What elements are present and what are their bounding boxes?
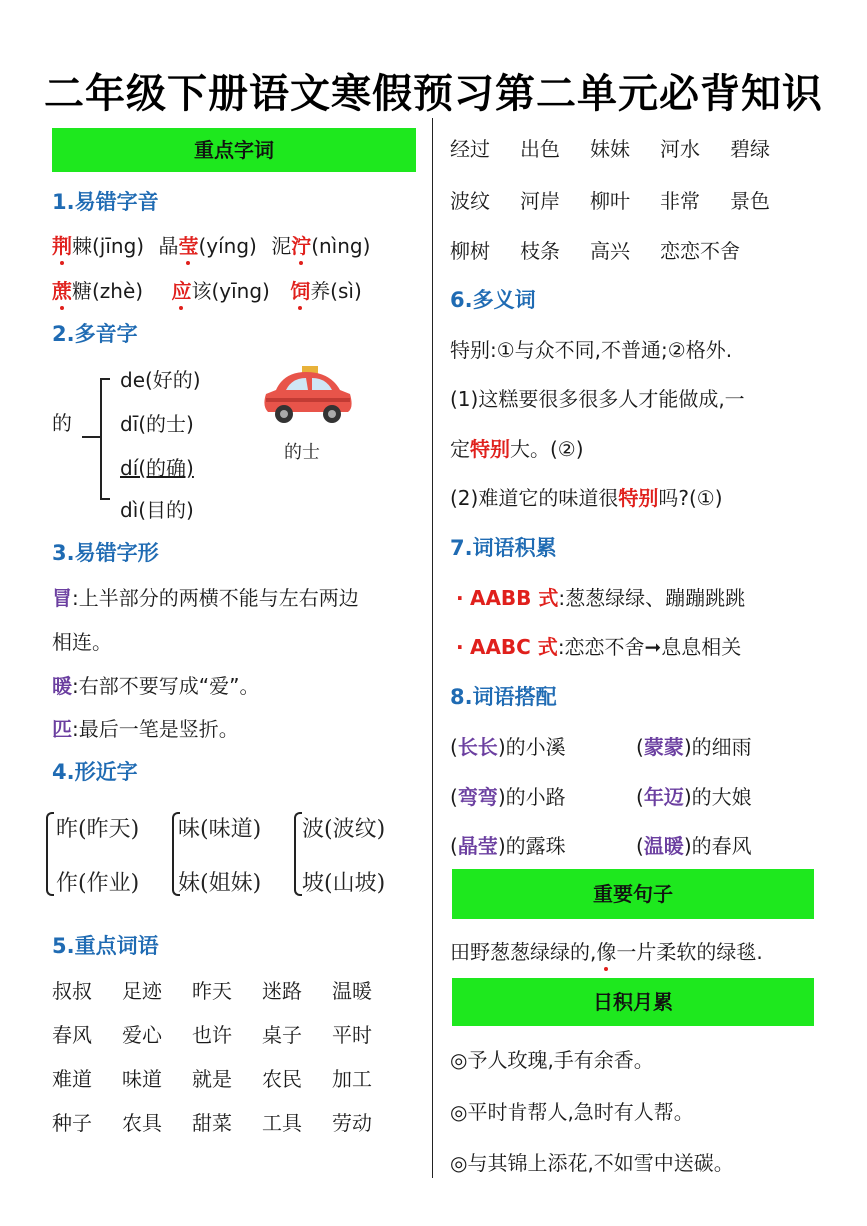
word: 就是 [192, 1067, 232, 1091]
key-char: 蔗 [52, 275, 72, 304]
similar-1b: 作(作业) [56, 871, 140, 896]
heading-collocations: 8.词语搭配 [450, 685, 557, 709]
glyph-note-3: 匹:最后一笔是竖折。 [52, 717, 239, 741]
word: 温暖 [332, 979, 372, 1003]
key-char: 饲 [290, 275, 310, 304]
word: 劳动 [332, 1111, 372, 1135]
word: 碧绿 [730, 137, 770, 161]
polyphone-char: 的 [52, 411, 72, 435]
word: 经过 [450, 137, 490, 161]
section-bar-key-sentence: 重要句子 [452, 869, 814, 919]
similar-3b: 坡(山坡) [302, 871, 386, 896]
word: 难道 [52, 1067, 92, 1091]
word: 农民 [262, 1067, 302, 1091]
taxi-image [260, 364, 356, 426]
similar-2b: 妹(姐妹) [178, 871, 262, 896]
word: 河水 [660, 137, 700, 161]
reading-3: dí(的确) [120, 456, 194, 480]
heading-miswritten: 3.易错字形 [52, 541, 159, 565]
word: 农具 [122, 1111, 162, 1135]
collocation: (温暖)的春风 [636, 834, 752, 858]
pronunciation-row-2: 蔗糖(zhè) 应该(yīng) 饲养(sì) [52, 275, 362, 304]
word: 工具 [262, 1111, 302, 1135]
similar-1a: 昨(昨天) [56, 817, 140, 842]
word: 高兴 [590, 239, 630, 263]
word: 景色 [730, 189, 770, 213]
column-divider [432, 118, 433, 1178]
brace-tick [82, 436, 100, 438]
word: 非常 [660, 189, 700, 213]
pattern-aabb: · AABB 式:葱葱绿绿、蹦蹦跳跳 [456, 586, 746, 610]
word: 叔叔 [52, 979, 92, 1003]
glyph-note-2: 暖:右部不要写成“爱”。 [52, 674, 260, 698]
heading-similar-chars: 4.形近字 [52, 760, 138, 784]
heading-mispronounced: 1.易错字音 [52, 190, 159, 214]
polysemy-example-1-cont: 定特别大。(②) [450, 437, 584, 461]
key-char: 应 [171, 275, 191, 304]
word: 柳树 [450, 239, 490, 263]
page-title: 二年级下册语文寒假预习第二单元必背知识 [44, 71, 823, 117]
reading-2: dī(的士) [120, 412, 194, 436]
polysemy-example-2: (2)难道它的味道很特别吗?(①) [450, 486, 723, 510]
glyph-note-1-cont: 相连。 [52, 630, 112, 654]
taxi-caption: 的士 [284, 442, 320, 463]
word: 加工 [332, 1067, 372, 1091]
key-char: 泞 [291, 230, 311, 259]
word: 河岸 [520, 189, 560, 213]
saying-2: ◎平时肯帮人,急时有人帮。 [450, 1100, 694, 1124]
similar-2a: 味(味道) [178, 817, 262, 842]
heading-key-words: 5.重点词语 [52, 934, 159, 958]
word: 桌子 [262, 1023, 302, 1047]
collocation: (长长)的小溪 [450, 735, 566, 759]
word: 甜菜 [192, 1111, 232, 1135]
section-bar-daily-accumulation: 日积月累 [452, 978, 814, 1026]
heading-word-accumulation: 7.词语积累 [450, 536, 557, 560]
group-brace [46, 812, 54, 896]
collocation: (年迈)的大娘 [636, 785, 752, 809]
keyword: 特别 [618, 486, 659, 510]
word: 枝条 [520, 239, 560, 263]
word: 也许 [192, 1023, 232, 1047]
polysemy-definition: 特别:①与众不同,不普通;②格外. [450, 338, 733, 362]
collocation: (弯弯)的小路 [450, 785, 566, 809]
reading-brace [100, 378, 110, 500]
pattern-aabc: · AABC 式:恋恋不舍➞息息相关 [456, 635, 742, 659]
word: 波纹 [450, 189, 490, 213]
word: 出色 [520, 137, 560, 161]
word: 昨天 [192, 979, 232, 1003]
word: 爱心 [122, 1023, 162, 1047]
collocation: (蒙蒙)的细雨 [636, 735, 752, 759]
group-brace [294, 812, 302, 896]
pronunciation-row-1: 荆棘(jīng) 晶莹(yíng) 泥泞(nìng) [52, 230, 370, 259]
word: 妹妹 [590, 137, 630, 161]
reading-1: de(好的) [120, 368, 201, 392]
reading-4: dì(目的) [120, 498, 194, 522]
saying-3: ◎与其锦上添花,不如雪中送碳。 [450, 1151, 734, 1175]
word: 恋恋不舍 [660, 239, 740, 263]
glyph-note-1: 冒:上半部分的两横不能与左右两边 [52, 586, 359, 610]
word: 柳叶 [590, 189, 630, 213]
word: 平时 [332, 1023, 372, 1047]
key-sentence: 田野葱葱绿绿的,像一片柔软的绿毯. [450, 936, 763, 965]
key-char: 荆 [52, 230, 72, 259]
word: 足迹 [122, 979, 162, 1003]
saying-1: ◎予人玫瑰,手有余香。 [450, 1048, 654, 1072]
keyword: 特别 [470, 437, 510, 461]
word: 迷路 [262, 979, 302, 1003]
heading-polysemy: 6.多义词 [450, 288, 536, 312]
polysemy-example-1: (1)这糕要很多很多人才能做成,一 [450, 387, 745, 411]
key-char: 莹 [178, 230, 198, 259]
word: 种子 [52, 1111, 92, 1135]
word: 味道 [122, 1067, 162, 1091]
section-bar-key-words: 重点字词 [52, 128, 416, 172]
similar-3a: 波(波纹) [302, 817, 386, 842]
word: 春风 [52, 1023, 92, 1047]
collocation: (晶莹)的露珠 [450, 834, 566, 858]
heading-polyphones: 2.多音字 [52, 322, 138, 346]
